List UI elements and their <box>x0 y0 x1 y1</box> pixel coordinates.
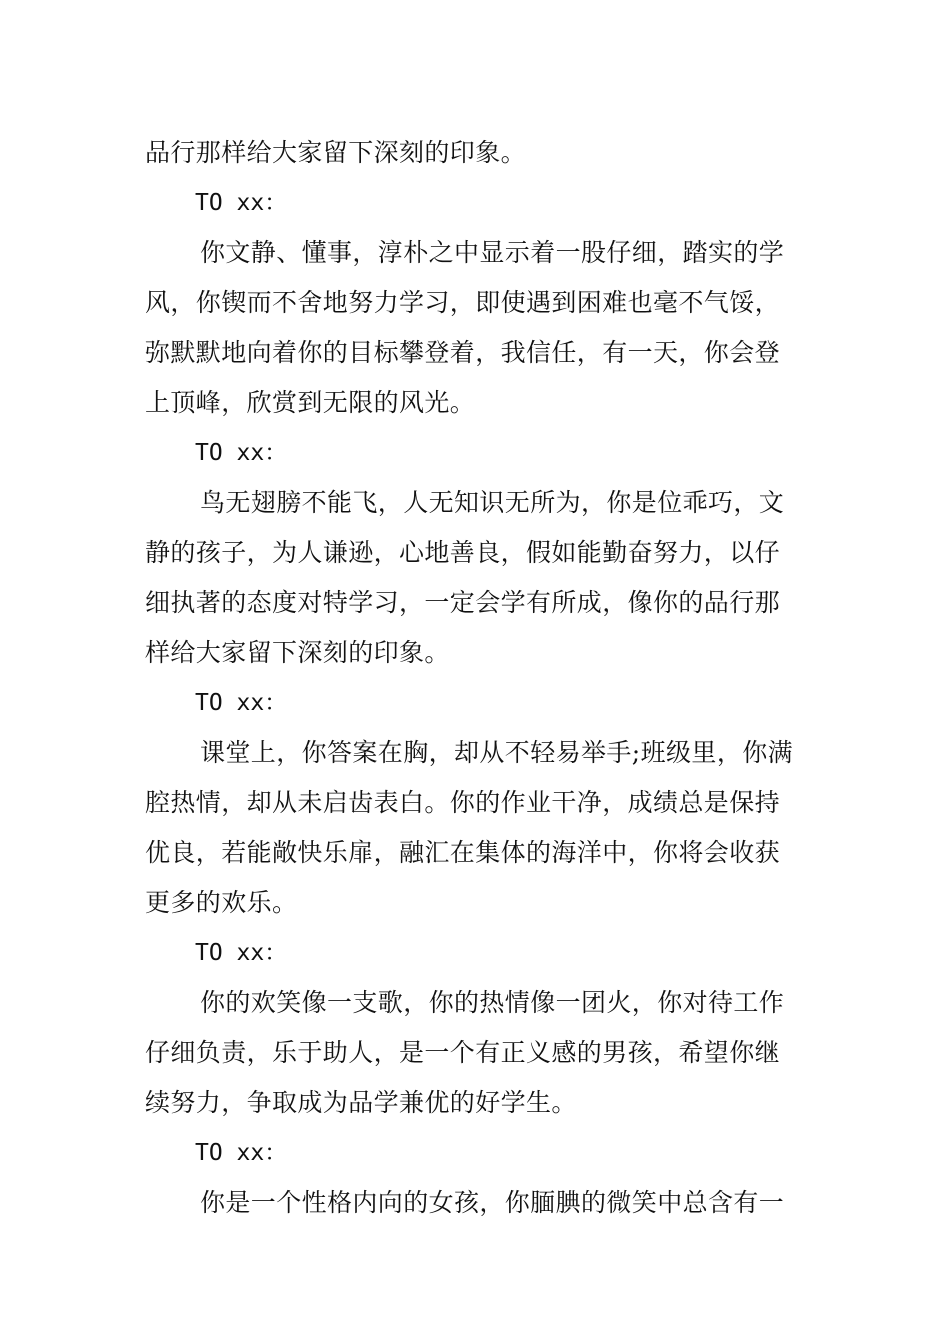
paragraph-first-line: 鸟无翅膀不能飞，人无知识无所为，你是位乖巧，文 <box>200 488 785 517</box>
text-line: 上顶峰，欣赏到无限的风光。 <box>145 388 476 417</box>
text-line: 仔细负责，乐于助人，是一个有正义感的男孩，希望你继 <box>145 1038 781 1067</box>
paragraph-first-line: 你是一个性格内向的女孩，你腼腆的微笑中总含有一 <box>200 1188 785 1217</box>
text-line: 优良，若能敞快乐扉，融汇在集体的海洋中，你将会收获 <box>145 838 781 867</box>
paragraph-first-line: 课堂上，你答案在胸，却从不轻易举手;班级里，你满 <box>200 738 794 767</box>
text-line: 弥默默地向着你的目标攀登着，我信任，有一天，你会登 <box>145 338 781 367</box>
salutation-line: TO xx： <box>195 940 288 966</box>
salutation-line: TO xx： <box>195 440 288 466</box>
text-line: 静的孩子，为人谦逊，心地善良，假如能勤奋努力，以仔 <box>145 538 781 567</box>
text-line: 续努力，争取成为品学兼优的好学生。 <box>145 1088 577 1117</box>
text-line: 更多的欢乐。 <box>145 888 298 917</box>
salutation-line: TO xx： <box>195 690 288 716</box>
text-line: 腔热情，却从未启齿表白。你的作业干净，成绩总是保持 <box>145 788 781 817</box>
paragraph-first-line: 你文静、懂事，淳朴之中显示着一股仔细，踏实的学 <box>200 238 785 267</box>
paragraph-first-line: 你的欢笑像一支歌，你的热情像一团火，你对待工作 <box>200 988 785 1017</box>
salutation-line: TO xx： <box>195 190 288 216</box>
text-line: 风，你锲而不舍地努力学习，即使遇到困难也毫不气馁， <box>145 288 781 317</box>
text-line: 细执著的态度对特学习，一定会学有所成，像你的品行那 <box>145 588 781 617</box>
text-line: 品行那样给大家留下深刻的印象。 <box>145 138 527 167</box>
text-line: 样给大家留下深刻的印象。 <box>145 638 450 667</box>
salutation-line: TO xx： <box>195 1140 288 1166</box>
document-body <box>145 128 810 1228</box>
